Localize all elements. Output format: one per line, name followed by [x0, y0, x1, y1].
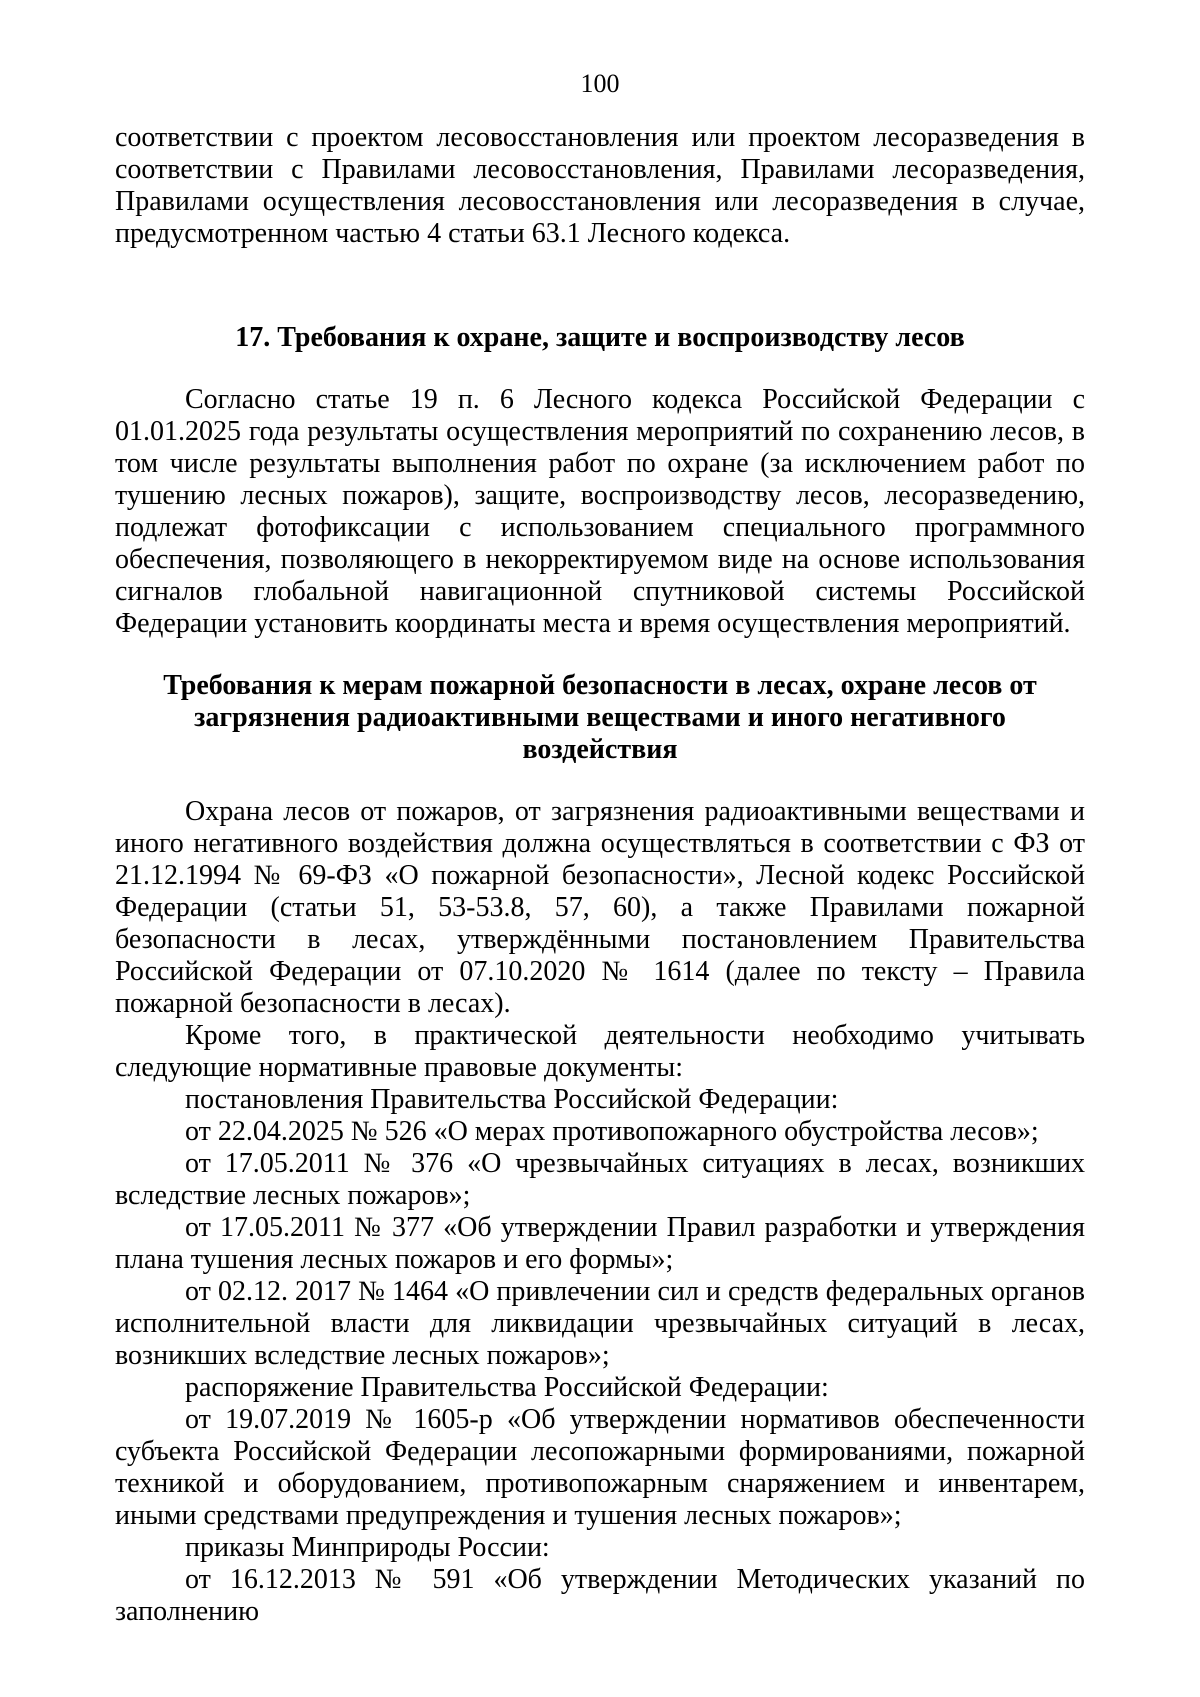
continuation-paragraph: соответствии с проектом лесовосстановления или проектом лесоразведения в соответствии с Правилами лесовосстановления, Правилами лесоразведения, Правилами осуществления лесовосстановления или лесоразведения в случае, предусмотренном частью 4 статьи 63.1 Лесного кодекса. — [115, 122, 1085, 249]
document-list-item: от 17.05.2011 № 377 «Об утверждении Правил разработки и утверждения плана тушения лесных пожаров и его формы»; — [115, 1212, 1085, 1275]
fire-safety-paragraph: Кроме того, в практической деятельности необходимо учитывать следующие нормативные правовые документы: — [115, 1020, 1085, 1083]
section-17-paragraph: Согласно статье 19 п. 6 Лесного кодекса Российской Федерации с 01.01.2025 года результаты осуществления мероприятий по сохранению лесов, в том числе результаты выполнения работ по охране (за исключением работ по тушению лесных пожаров), защите, воспроизводству лесов, лесоразведению, подлежат фотофиксации с использованием специального программного обеспечения, позволяющего в некорректируемом виде на основе использования сигналов глобальной навигационной спутниковой системы Российской Федерации установить координаты места и время осуществления мероприятий. — [115, 384, 1085, 639]
fire-safety-body — [115, 796, 1085, 1628]
document-page — [115, 68, 1085, 1628]
fire-safety-paragraph: Охрана лесов от пожаров, от загрязнения радиоактивными веществами и иного негативного воздействия должна осуществляться в соответствии с ФЗ от 21.12.1994 № 69-ФЗ «О пожарной безопасности», Лесной кодекс Российской Федерации (статьи 51, 53-53.8, 57, 60), а также Правилами пожарной безопасности в лесах, утверждёнными постановлением Правительства Российской Федерации от 07.10.2020 № 1614 (далее по тексту – Правила пожарной безопасности в лесах). — [115, 796, 1085, 1019]
document-list-header: распоряжение Правительства Российской Федерации: — [185, 1372, 829, 1403]
fire-safety-heading-line-1: Требования к мерам пожарной безопасности в лесах, охране лесов от — [163, 670, 1037, 701]
document-list-header: приказы Минприроды России: — [185, 1532, 550, 1563]
document-list-header: постановления Правительства Российской Федерации: — [185, 1084, 839, 1115]
document-list-item: от 02.12. 2017 № 1464 «О привлечении сил и средств федеральных органов исполнительной власти для ликвидации чрезвычайных ситуаций в лесах, возникших вследствие лесных пожаров»; — [115, 1276, 1085, 1371]
fire-safety-heading-line-2: загрязнения радиоактивными веществами и иного негативного воздействия — [194, 702, 1006, 765]
section-17-heading: 17. Требования к охране, защите и воспроизводству лесов — [235, 322, 965, 353]
document-list-item: от 16.12.2013 № 591 «Об утверждении Методических указаний по заполнению — [115, 1564, 1085, 1627]
document-list-item: от 22.04.2025 № 526 «О мерах противопожарного обустройства лесов»; — [185, 1116, 1039, 1147]
page-number: 100 — [580, 69, 620, 98]
document-list-item: от 19.07.2019 № 1605-р «Об утверждении нормативов обеспеченности субъекта Российской Федерации лесопожарными формированиями, пожарной техникой и оборудованием, противопожарным снаряжением и инвентарем, иными средствами предупреждения и тушения лесных пожаров»; — [115, 1404, 1085, 1531]
document-list-item: от 17.05.2011 № 376 «О чрезвычайных ситуациях в лесах, возникших вследствие лесных пожаров»; — [115, 1148, 1085, 1211]
fire-safety-heading — [115, 670, 1085, 766]
